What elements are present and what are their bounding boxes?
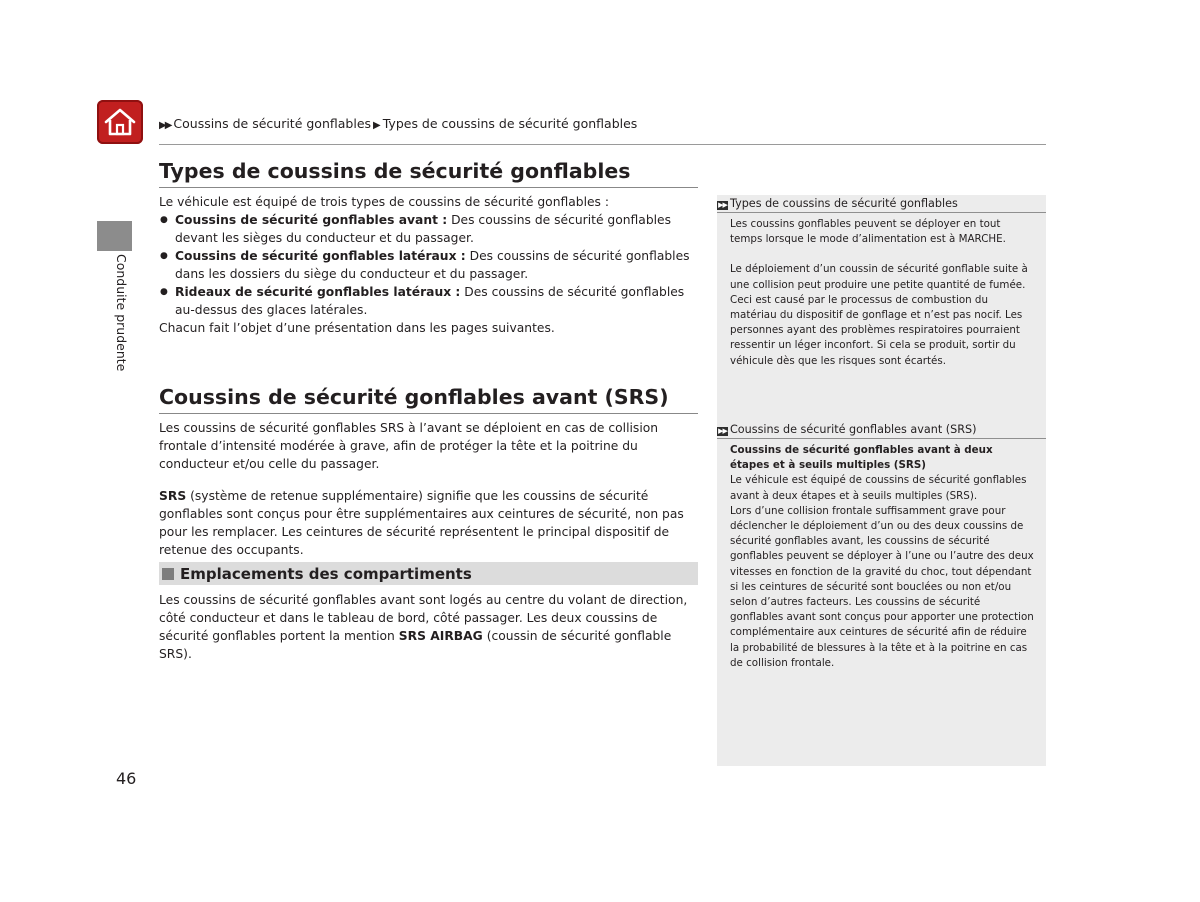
paragraph: SRS (système de retenue supplémentaire) signifie que les coussins de sécurité gonflables sont conçus pour être supplémentaires aux ceintures de sécurité, non pas pour les remplacer. Les ceintures de sécurité représentent le principal dispositif de retenue des occupants.: [159, 489, 684, 557]
double-arrow-icon: ▶▶: [159, 120, 171, 131]
section-body-srs-definition: [159, 487, 699, 559]
home-icon: [103, 107, 137, 137]
section-body-locations: [159, 591, 699, 663]
chapter-tab[interactable]: [97, 221, 132, 251]
airbag-types-list: [159, 211, 699, 319]
header-rule: [159, 144, 1046, 145]
square-icon: [162, 568, 174, 580]
arrow-icon: ▶: [373, 120, 381, 131]
note-body-front-srs: [730, 443, 1035, 671]
note-heading-front-srs: ▶▶ Coussins de sécurité gonflables avant (SRS): [717, 423, 1046, 439]
page-number: 46: [116, 769, 137, 788]
section-body-front-srs: [159, 419, 699, 473]
note-marker-icon: ▶▶: [718, 427, 727, 435]
breadcrumb-link-airbags[interactable]: Coussins de sécurité gonflables: [173, 116, 372, 131]
section-title-front-srs: Coussins de sécurité gonflables avant (SRS): [159, 385, 669, 409]
home-button[interactable]: [97, 100, 143, 144]
note-subtitle: Coussins de sécurité gonflables avant à deux étapes et à seuils multiples (SRS): [730, 444, 993, 472]
section-body-types: [159, 193, 699, 337]
paragraph: Les coussins de sécurité gonflables avant sont logés au centre du volant de direction, côté conducteur et dans le tableau de bord, côté passager. Les deux coussins de sécurité gonflables portent la mention SRS AIRBAG (coussin de sécurité gonflable SRS).: [159, 593, 688, 661]
breadcrumb: [159, 116, 637, 131]
section-title-types: Types de coussins de sécurité gonflables: [159, 159, 631, 183]
subsection-title: Emplacements des compartiments: [180, 564, 472, 583]
intro-text: Le véhicule est équipé de trois types de coussins de sécurité gonflables :: [159, 195, 610, 209]
list-item: ● Coussins de sécurité gonflables latéraux : Des coussins de sécurité gonflables dans les dossiers du siège du conducteur et du passager.: [159, 247, 699, 283]
note-heading-types: ▶▶ Types de coussins de sécurité gonflables: [717, 197, 1046, 213]
note-marker-icon: ▶▶: [718, 201, 727, 209]
section-rule: [159, 413, 698, 414]
note-paragraph: Les coussins gonflables peuvent se déployer en tout temps lorsque le mode d’alimentation est à MARCHE.: [730, 218, 1006, 246]
note-body-types: [730, 217, 1035, 369]
note-paragraph: Le déploiement d’un coussin de sécurité gonflable suite à une collision peut produire une petite quantité de fumée. Ceci est causé par le processus de combustion du matériau du dispositif de gonflage et n’est pas nocif. Les personnes ayant des problèmes respiratoires pourraient ressentir un léger inconfort. Si cela se produit, sortir du véhicule dès que les risques sont écartés.: [730, 263, 1028, 367]
section-rule: [159, 187, 698, 188]
list-item: ● Rideaux de sécurité gonflables latéraux : Des coussins de sécurité gonflables au-dessus des glaces latérales.: [159, 283, 699, 319]
breadcrumb-current: Types de coussins de sécurité gonflables: [382, 116, 638, 131]
note-paragraph: Lors d’une collision frontale suffisamment grave pour déclencher le déploiement d’un ou des deux coussins de sécurité gonflables avant, les coussins de sécurité gonflables peuvent se déployer à l’une ou l’autre des deux vitesses en fonction de la gravité du choc, tout dépendant si les ceintures de sécurité sont bouclées ou non et/ou selon d’autres facteurs. Les coussins de sécurité gonflables avant sont conçus pour apporter une protection complémentaire aux ceintures de sécurité afin de réduire la probabilité de blessures à la tête et à la poitrine en cas de collision frontale.: [730, 504, 1034, 669]
paragraph: Les coussins de sécurité gonflables SRS à l’avant se déploient en cas de collision frontale d’intensité modérée à grave, afin de protéger la tête et la poitrine du conducteur et/ou celle du passager.: [159, 421, 659, 471]
chapter-label: Conduite prudente: [114, 254, 129, 372]
note-paragraph: Le véhicule est équipé de coussins de sécurité gonflables avant à deux étapes et à seuils multiples (SRS).: [730, 474, 1027, 502]
list-item: ● Coussins de sécurité gonflables avant : Des coussins de sécurité gonflables devant les sièges du conducteur et du passager.: [159, 211, 699, 247]
outro-text: Chacun fait l’objet d’une présentation dans les pages suivantes.: [159, 321, 555, 335]
subsection-header: [159, 562, 698, 585]
